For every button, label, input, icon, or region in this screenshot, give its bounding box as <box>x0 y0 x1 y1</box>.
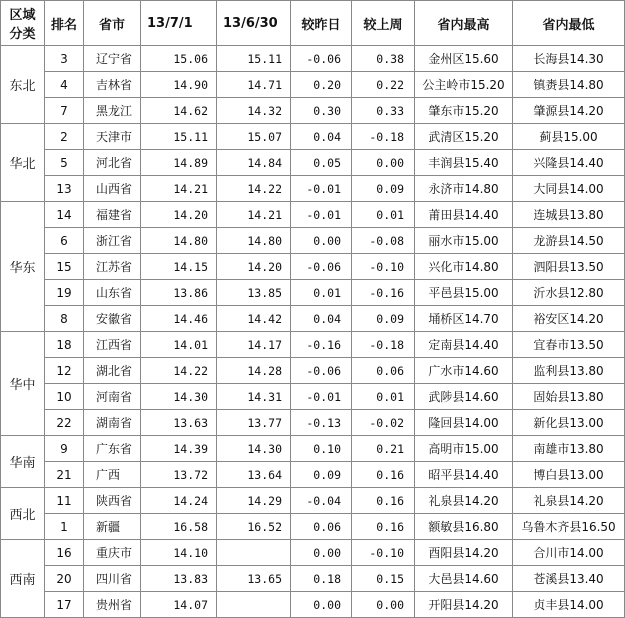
change-day-cell: 0.01 <box>291 280 352 306</box>
change-week-cell: 0.09 <box>352 306 415 332</box>
province-high-cell: 额敏县16.80 <box>415 514 513 540</box>
price-0701-cell: 14.10 <box>141 540 217 566</box>
province-cell: 山东省 <box>84 280 141 306</box>
province-high-cell: 酉阳县14.20 <box>415 540 513 566</box>
price-0630-cell: 14.71 <box>217 72 291 98</box>
table-row <box>1 98 625 124</box>
province-high-cell: 公主岭市15.20 <box>415 72 513 98</box>
province-cell: 广东省 <box>84 436 141 462</box>
rank-cell: 19 <box>45 280 84 306</box>
province-high-cell: 兴化市14.80 <box>415 254 513 280</box>
price-0701-cell: 15.11 <box>141 124 217 150</box>
table-row <box>1 462 625 488</box>
province-high-cell: 金州区15.60 <box>415 46 513 72</box>
price-0701-cell: 13.83 <box>141 566 217 592</box>
region-cell: 华南 <box>1 436 45 488</box>
table-row <box>1 592 625 618</box>
price-0701-cell: 14.20 <box>141 202 217 228</box>
change-week-cell: 0.16 <box>352 462 415 488</box>
change-week-cell: 0.00 <box>352 592 415 618</box>
change-week-cell: -0.08 <box>352 228 415 254</box>
price-0630-cell: 14.22 <box>217 176 291 202</box>
change-week-cell: -0.18 <box>352 124 415 150</box>
rank-cell: 20 <box>45 566 84 592</box>
rank-cell: 15 <box>45 254 84 280</box>
rank-cell: 8 <box>45 306 84 332</box>
province-low-cell: 长海县14.30 <box>513 46 625 72</box>
price-0701-cell: 15.06 <box>141 46 217 72</box>
price-0630-cell: 14.29 <box>217 488 291 514</box>
table-row <box>1 332 625 358</box>
rank-cell: 9 <box>45 436 84 462</box>
province-high-cell: 隆回县14.00 <box>415 410 513 436</box>
header-province-high: 省内最高 <box>415 1 513 46</box>
province-cell: 新疆 <box>84 514 141 540</box>
province-high-cell: 丽水市15.00 <box>415 228 513 254</box>
table-row <box>1 358 625 384</box>
rank-cell: 10 <box>45 384 84 410</box>
region-cell: 东北 <box>1 46 45 124</box>
change-week-cell: 0.16 <box>352 514 415 540</box>
price-0630-cell: 14.31 <box>217 384 291 410</box>
province-cell: 贵州省 <box>84 592 141 618</box>
price-0701-cell: 13.72 <box>141 462 217 488</box>
price-0630-cell: 14.28 <box>217 358 291 384</box>
change-day-cell: 0.00 <box>291 592 352 618</box>
price-0630-cell: 15.11 <box>217 46 291 72</box>
province-high-cell: 平邑县15.00 <box>415 280 513 306</box>
header-date-0701: 13/7/1 <box>141 1 217 46</box>
table-row <box>1 436 625 462</box>
header-province: 省市 <box>84 1 141 46</box>
region-cell: 西北 <box>1 488 45 540</box>
change-week-cell: 0.21 <box>352 436 415 462</box>
change-day-cell: 0.04 <box>291 124 352 150</box>
province-low-cell: 乌鲁木齐县16.50 <box>513 514 625 540</box>
province-high-cell: 开阳县14.20 <box>415 592 513 618</box>
rank-cell: 14 <box>45 202 84 228</box>
rank-cell: 7 <box>45 98 84 124</box>
change-day-cell: -0.01 <box>291 176 352 202</box>
province-cell: 江苏省 <box>84 254 141 280</box>
province-low-cell: 蓟县15.00 <box>513 124 625 150</box>
province-high-cell: 埇桥区14.70 <box>415 306 513 332</box>
rank-cell: 5 <box>45 150 84 176</box>
province-low-cell: 苍溪县13.40 <box>513 566 625 592</box>
province-cell: 广西 <box>84 462 141 488</box>
table-row <box>1 306 625 332</box>
province-low-cell: 贞丰县14.00 <box>513 592 625 618</box>
price-0630-cell: 13.85 <box>217 280 291 306</box>
header-rank: 排名 <box>45 1 84 46</box>
province-cell: 天津市 <box>84 124 141 150</box>
table-row <box>1 410 625 436</box>
province-cell: 安徽省 <box>84 306 141 332</box>
province-high-cell: 广水市14.60 <box>415 358 513 384</box>
province-high-cell: 莆田县14.40 <box>415 202 513 228</box>
province-cell: 山西省 <box>84 176 141 202</box>
change-day-cell: 0.20 <box>291 72 352 98</box>
province-cell: 四川省 <box>84 566 141 592</box>
province-cell: 重庆市 <box>84 540 141 566</box>
price-0701-cell: 14.07 <box>141 592 217 618</box>
change-week-cell: -0.10 <box>352 254 415 280</box>
province-cell: 黑龙江 <box>84 98 141 124</box>
province-cell: 陕西省 <box>84 488 141 514</box>
province-low-cell: 新化县13.00 <box>513 410 625 436</box>
province-low-cell: 监利县13.80 <box>513 358 625 384</box>
change-day-cell: 0.00 <box>291 540 352 566</box>
province-high-cell: 大邑县14.60 <box>415 566 513 592</box>
change-day-cell: -0.16 <box>291 332 352 358</box>
header-province-low: 省内最低 <box>513 1 625 46</box>
change-week-cell: 0.15 <box>352 566 415 592</box>
province-cell: 福建省 <box>84 202 141 228</box>
change-week-cell: 0.16 <box>352 488 415 514</box>
table-row <box>1 254 625 280</box>
province-low-cell: 固始县13.80 <box>513 384 625 410</box>
price-0630-cell <box>217 540 291 566</box>
change-day-cell: -0.13 <box>291 410 352 436</box>
change-week-cell: 0.09 <box>352 176 415 202</box>
header-vs-last-week: 较上周 <box>352 1 415 46</box>
province-cell: 河北省 <box>84 150 141 176</box>
province-high-cell: 定南县14.40 <box>415 332 513 358</box>
price-0630-cell: 16.52 <box>217 514 291 540</box>
rank-cell: 4 <box>45 72 84 98</box>
province-high-cell: 武陟县14.60 <box>415 384 513 410</box>
rank-cell: 1 <box>45 514 84 540</box>
region-cell: 华东 <box>1 202 45 332</box>
change-day-cell: 0.05 <box>291 150 352 176</box>
rank-cell: 22 <box>45 410 84 436</box>
region-cell: 华北 <box>1 124 45 202</box>
price-0701-cell: 14.89 <box>141 150 217 176</box>
price-0630-cell: 14.32 <box>217 98 291 124</box>
change-week-cell: -0.10 <box>352 540 415 566</box>
change-day-cell: 0.04 <box>291 306 352 332</box>
price-0701-cell: 14.90 <box>141 72 217 98</box>
change-week-cell: 0.00 <box>352 150 415 176</box>
region-cell: 华中 <box>1 332 45 436</box>
change-day-cell: -0.01 <box>291 202 352 228</box>
change-day-cell: 0.06 <box>291 514 352 540</box>
price-0630-cell: 14.30 <box>217 436 291 462</box>
rank-cell: 17 <box>45 592 84 618</box>
table-header <box>1 1 625 46</box>
province-low-cell: 宜春市13.50 <box>513 332 625 358</box>
province-cell: 江西省 <box>84 332 141 358</box>
change-week-cell: 0.01 <box>352 202 415 228</box>
header-region: 区域 分类 <box>1 1 45 46</box>
province-low-cell: 礼泉县14.20 <box>513 488 625 514</box>
change-week-cell: 0.01 <box>352 384 415 410</box>
province-low-cell: 连城县13.80 <box>513 202 625 228</box>
price-0630-cell: 15.07 <box>217 124 291 150</box>
change-week-cell: -0.18 <box>352 332 415 358</box>
province-cell: 河南省 <box>84 384 141 410</box>
price-0630-cell: 14.21 <box>217 202 291 228</box>
province-high-cell: 永济市14.80 <box>415 176 513 202</box>
province-low-cell: 镇赉县14.80 <box>513 72 625 98</box>
rank-cell: 2 <box>45 124 84 150</box>
price-0701-cell: 14.46 <box>141 306 217 332</box>
price-0701-cell: 14.22 <box>141 358 217 384</box>
province-low-cell: 沂水县12.80 <box>513 280 625 306</box>
change-day-cell: 0.18 <box>291 566 352 592</box>
table-row <box>1 384 625 410</box>
change-week-cell: -0.02 <box>352 410 415 436</box>
change-day-cell: 0.09 <box>291 462 352 488</box>
province-low-cell: 南雄市13.80 <box>513 436 625 462</box>
province-low-cell: 兴隆县14.40 <box>513 150 625 176</box>
price-0701-cell: 14.24 <box>141 488 217 514</box>
rank-cell: 18 <box>45 332 84 358</box>
price-0630-cell: 14.20 <box>217 254 291 280</box>
province-high-cell: 礼泉县14.20 <box>415 488 513 514</box>
change-day-cell: -0.06 <box>291 358 352 384</box>
province-low-cell: 泗阳县13.50 <box>513 254 625 280</box>
table-body <box>1 46 625 618</box>
table-row <box>1 150 625 176</box>
price-0701-cell: 14.30 <box>141 384 217 410</box>
price-0630-cell: 14.84 <box>217 150 291 176</box>
change-day-cell: -0.06 <box>291 254 352 280</box>
price-0630-cell: 14.17 <box>217 332 291 358</box>
change-day-cell: -0.04 <box>291 488 352 514</box>
province-low-cell: 合川市14.00 <box>513 540 625 566</box>
change-week-cell: 0.33 <box>352 98 415 124</box>
rank-cell: 6 <box>45 228 84 254</box>
region-cell: 西南 <box>1 540 45 618</box>
province-cell: 浙江省 <box>84 228 141 254</box>
table-row <box>1 176 625 202</box>
header-date-0630: 13/6/30 <box>217 1 291 46</box>
province-high-cell: 高明市15.00 <box>415 436 513 462</box>
province-low-cell: 龙游县14.50 <box>513 228 625 254</box>
province-cell: 辽宁省 <box>84 46 141 72</box>
change-week-cell: -0.16 <box>352 280 415 306</box>
change-day-cell: 0.00 <box>291 228 352 254</box>
rank-cell: 12 <box>45 358 84 384</box>
province-low-cell: 博白县13.00 <box>513 462 625 488</box>
province-low-cell: 裕安区14.20 <box>513 306 625 332</box>
price-0630-cell: 14.80 <box>217 228 291 254</box>
table-row <box>1 202 625 228</box>
table-row <box>1 228 625 254</box>
rank-cell: 3 <box>45 46 84 72</box>
change-day-cell: 0.30 <box>291 98 352 124</box>
province-high-cell: 武清区15.20 <box>415 124 513 150</box>
table-row <box>1 280 625 306</box>
price-0701-cell: 14.39 <box>141 436 217 462</box>
price-0701-cell: 16.58 <box>141 514 217 540</box>
price-0630-cell <box>217 592 291 618</box>
price-0701-cell: 14.21 <box>141 176 217 202</box>
price-0701-cell: 13.86 <box>141 280 217 306</box>
table-row <box>1 514 625 540</box>
price-0701-cell: 14.01 <box>141 332 217 358</box>
province-low-cell: 肇源县14.20 <box>513 98 625 124</box>
price-0630-cell: 14.42 <box>217 306 291 332</box>
province-high-cell: 丰润县15.40 <box>415 150 513 176</box>
province-cell: 湖北省 <box>84 358 141 384</box>
table-row <box>1 540 625 566</box>
price-0630-cell: 13.65 <box>217 566 291 592</box>
table-row <box>1 488 625 514</box>
change-week-cell: 0.22 <box>352 72 415 98</box>
price-0701-cell: 14.15 <box>141 254 217 280</box>
change-day-cell: -0.06 <box>291 46 352 72</box>
header-vs-yesterday: 较昨日 <box>291 1 352 46</box>
price-0701-cell: 14.80 <box>141 228 217 254</box>
change-week-cell: 0.38 <box>352 46 415 72</box>
province-low-cell: 大同县14.00 <box>513 176 625 202</box>
rank-cell: 16 <box>45 540 84 566</box>
price-0630-cell: 13.77 <box>217 410 291 436</box>
change-week-cell: 0.06 <box>352 358 415 384</box>
table-row <box>1 46 625 72</box>
province-high-cell: 肇东市15.20 <box>415 98 513 124</box>
province-cell: 湖南省 <box>84 410 141 436</box>
price-0630-cell: 13.64 <box>217 462 291 488</box>
table-row <box>1 566 625 592</box>
rank-cell: 21 <box>45 462 84 488</box>
table-row <box>1 72 625 98</box>
rank-cell: 11 <box>45 488 84 514</box>
change-day-cell: 0.10 <box>291 436 352 462</box>
province-high-cell: 昭平县14.40 <box>415 462 513 488</box>
price-0701-cell: 13.63 <box>141 410 217 436</box>
change-day-cell: -0.01 <box>291 384 352 410</box>
price-0701-cell: 14.62 <box>141 98 217 124</box>
table-row <box>1 124 625 150</box>
province-cell: 吉林省 <box>84 72 141 98</box>
rank-cell: 13 <box>45 176 84 202</box>
